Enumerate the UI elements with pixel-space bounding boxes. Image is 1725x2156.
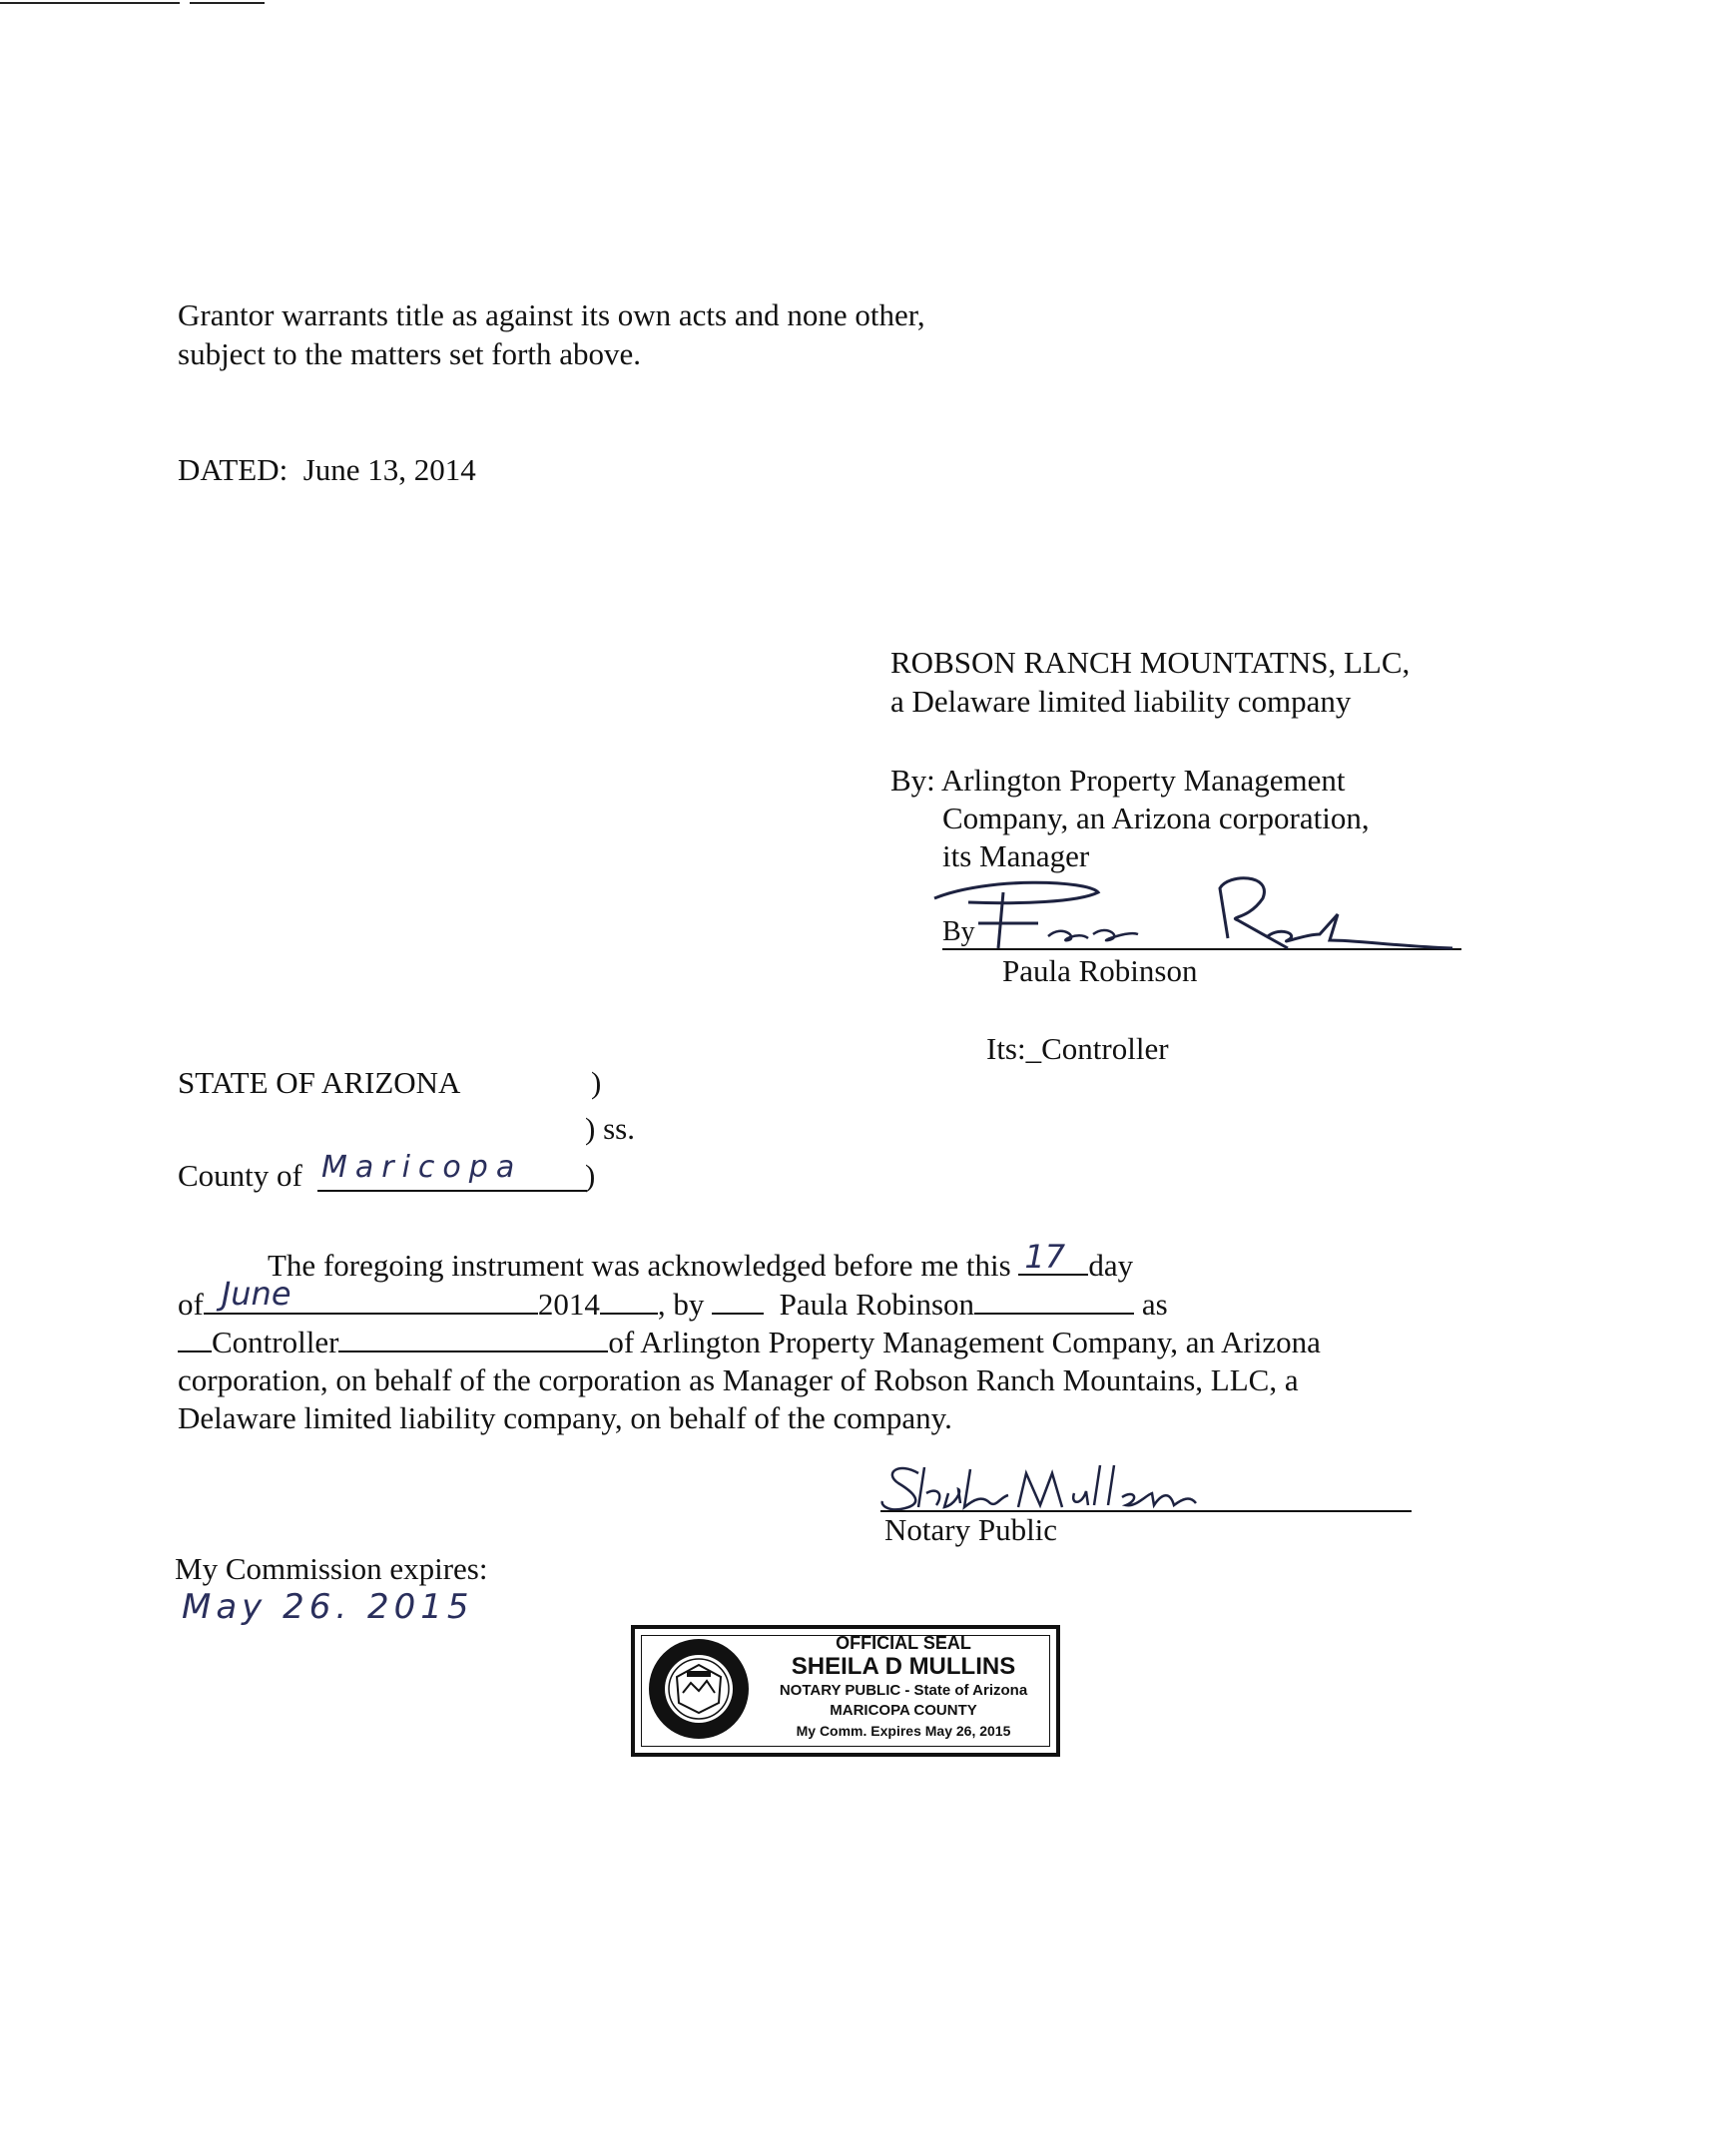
venue-ss: ) ss. (585, 1111, 635, 1146)
day-label: day (1088, 1248, 1134, 1283)
ack-year: 2014 (537, 1287, 600, 1322)
seal-line-5: My Comm. Expires May 26, 2015 (796, 1723, 1011, 1739)
grantor-by-line-2: Company, an Arizona corporation, (942, 801, 1370, 835)
seal-text-block (755, 1633, 1052, 1741)
seal-line-1: OFFICIAL SEAL (836, 1633, 971, 1653)
grantor-by-line-3: its Manager (942, 838, 1090, 873)
ack-line-4: corporation, on behalf of the corporation as Manager of Robson Ranch Mountains, LLC, a (178, 1362, 1299, 1397)
ack-line-5: Delaware limited liability company, on behalf of the company. (178, 1400, 952, 1435)
ack-line-1-text: The foregoing instrument was acknowledged before me this (268, 1248, 1011, 1283)
venue-county-label: County of (178, 1158, 302, 1193)
ack-by-label: , by (657, 1287, 705, 1322)
title-blank-post (338, 1325, 608, 1352)
person-blank-pre (712, 1287, 764, 1315)
ack-line-3 (178, 1324, 1321, 1361)
month-handwritten: June (221, 1275, 291, 1313)
grantor-type: a Delaware limited liability company (890, 684, 1352, 719)
ack-of-label: of (178, 1287, 204, 1322)
warranty-line-2: subject to the matters set forth above. (178, 336, 642, 371)
month-blank (204, 1275, 538, 1315)
ack-person: Paula Robinson (779, 1287, 975, 1322)
county-blank-line (317, 1190, 587, 1192)
signature-by-label: By (942, 916, 975, 947)
ack-as-label: as (1141, 1287, 1168, 1322)
seal-line-4: MARICOPA COUNTY (830, 1702, 977, 1719)
scan-artifact-line (190, 2, 265, 4)
grantor-name: ROBSON RANCH MOUNTATNS, LLC, (890, 645, 1411, 680)
arizona-state-seal-emblem (647, 1637, 751, 1741)
year-blank (600, 1287, 658, 1315)
dated-value: June 13, 2014 (302, 452, 476, 487)
venue-state: STATE OF ARIZONA (178, 1065, 461, 1100)
signer-name: Paula Robinson (1002, 953, 1198, 988)
venue-paren-1: ) (591, 1065, 602, 1100)
title-blank-pre (178, 1325, 212, 1352)
warranty-line-1: Grantor warrants title as against its own acts and none other, (178, 297, 925, 332)
notary-label: Notary Public (884, 1512, 1058, 1547)
commission-label: My Commission expires: (175, 1551, 488, 1586)
scan-artifact-line (0, 2, 180, 4)
seal-line-3: NOTARY PUBLIC - State of Arizona (779, 1682, 1028, 1699)
commission-handwritten: May 26. 2015 (182, 1587, 474, 1627)
county-handwritten: Maricopa (321, 1150, 523, 1185)
ack-line-1 (268, 1238, 1134, 1285)
day-handwritten: 17 (1024, 1238, 1066, 1276)
ack-title: Controller (212, 1325, 339, 1359)
venue-paren-3: ) (585, 1158, 596, 1193)
day-blank (1018, 1238, 1088, 1276)
person-blank-post (974, 1287, 1134, 1315)
notary-seal (631, 1625, 1060, 1757)
grantor-by-line-1: By: Arlington Property Management (890, 763, 1346, 798)
seal-line-2: SHEILA D MULLINS (791, 1653, 1016, 1680)
signer-title: Its:_Controller (986, 1031, 1169, 1066)
ack-line-2 (178, 1275, 1168, 1324)
dated-line (178, 451, 476, 489)
dated-label: DATED: (178, 452, 288, 487)
ack-line-3-tail: of Arlington Property Management Company, an Arizona (608, 1325, 1321, 1359)
paula-robinson-signature (928, 868, 1467, 958)
